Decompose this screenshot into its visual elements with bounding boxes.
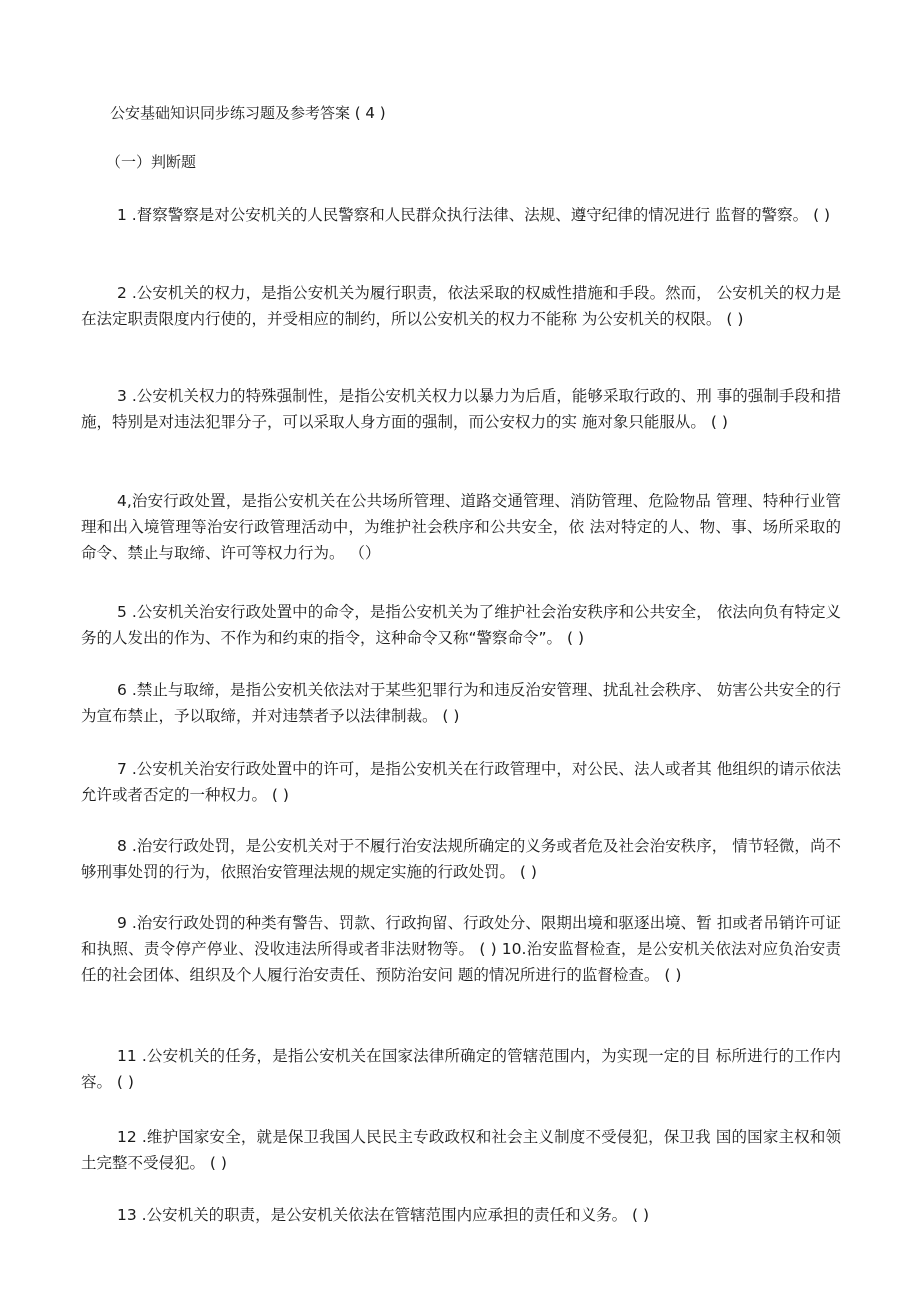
question-2: 2 .公安机关的权力，是指公安机关为履行职责，依法采取的权威性措施和手段。然而， 公安机关的权力是在法定职责限度内行使的，并受相应的制约，所以公安机关的权力不能称 为公安机关的权限。 ( ) (81, 284, 841, 328)
question-7: 7 .公安机关治安行政处置中的许可，是指公安机关在行政管理中，对公民、法人或者其 他组织的请示依法允许或者否定的一种权力。 ( ) (81, 760, 841, 804)
question-13: 13 .公安机关的职责，是公安机关依法在管辖范围内应承担的责任和义务。 ( ) (117, 1206, 650, 1224)
question-8: 8 .治安行政处罚，是公安机关对于不履行治安法规所确定的义务或者危及社会治安秩序， 情节轻微，尚不够刑事处罚的行为，依照治安管理法规的规定实施的行政处罚。 ( ) (81, 837, 841, 881)
question-6: 6 .禁止与取缔，是指公安机关依法对于某些犯罪行为和违反治安管理、扰乱社会秩序、 妨害公共安全的行为宣布禁止，予以取缔，并对违禁者予以法律制裁。 ( ) (81, 681, 841, 725)
section-title: （一）判断题 (106, 153, 197, 171)
question-5: 5 .公安机关治安行政处置中的命令，是指公安机关为了维护社会治安秩序和公共安全， 依法向负有特定义务的人发出的作为、不作为和约束的指令，这种命令又称“警察命令”。 ( ) (81, 603, 841, 647)
question-4: 4,治安行政处置，是指公安机关在公共场所管理、道路交通管理、消防管理、危险物品 管理、特种行业管理和出入境管理等治安行政管理活动中，为维护社会秩序和公共安全，依 法对特定的人、物、事、场所采取的命令、禁止与取缔、许可等权力行为。 （） (81, 492, 841, 562)
question-12: 12 .维护国家安全，就是保卫我国人民民主专政政权和社会主义制度不受侵犯，保卫我 国的国家主权和领土完整不受侵犯。 ( ) (81, 1128, 841, 1172)
question-11: 11 .公安机关的任务，是指公安机关在国家法律所确定的管辖范围内，为实现一定的目 标所进行的工作内容。 ( ) (81, 1047, 841, 1091)
question-3: 3 .公安机关权力的特殊强制性，是指公安机关权力以暴力为后盾，能够采取行政的、刑 事的强制手段和措施，特别是对违法犯罪分子，可以采取人身方面的强制，而公安权力的实 施对象只能服从。 ( ) (81, 387, 841, 431)
question-9-10: 9 .治安行政处罚的种类有警告、罚款、行政拘留、行政处分、限期出境和驱逐出境、暂 扣或者吊销许可证和执照、责令停产停业、没收违法所得或者非法财物等。 ( ) 10.治安监督检查，是公安机关依法对应负治安责任的社会团体、组织及个人履行治安责任、预防治安问 题的情况所进行的监督检查。 ( ) (81, 914, 841, 984)
document-title: 公安基础知识同步练习题及参考答案 ( 4 ) (110, 104, 386, 122)
question-1: 1 .督察警察是对公安机关的人民警察和人民群众执行法律、法规、遵守纪律的情况进行 监督的警察。 ( ) (117, 206, 831, 224)
